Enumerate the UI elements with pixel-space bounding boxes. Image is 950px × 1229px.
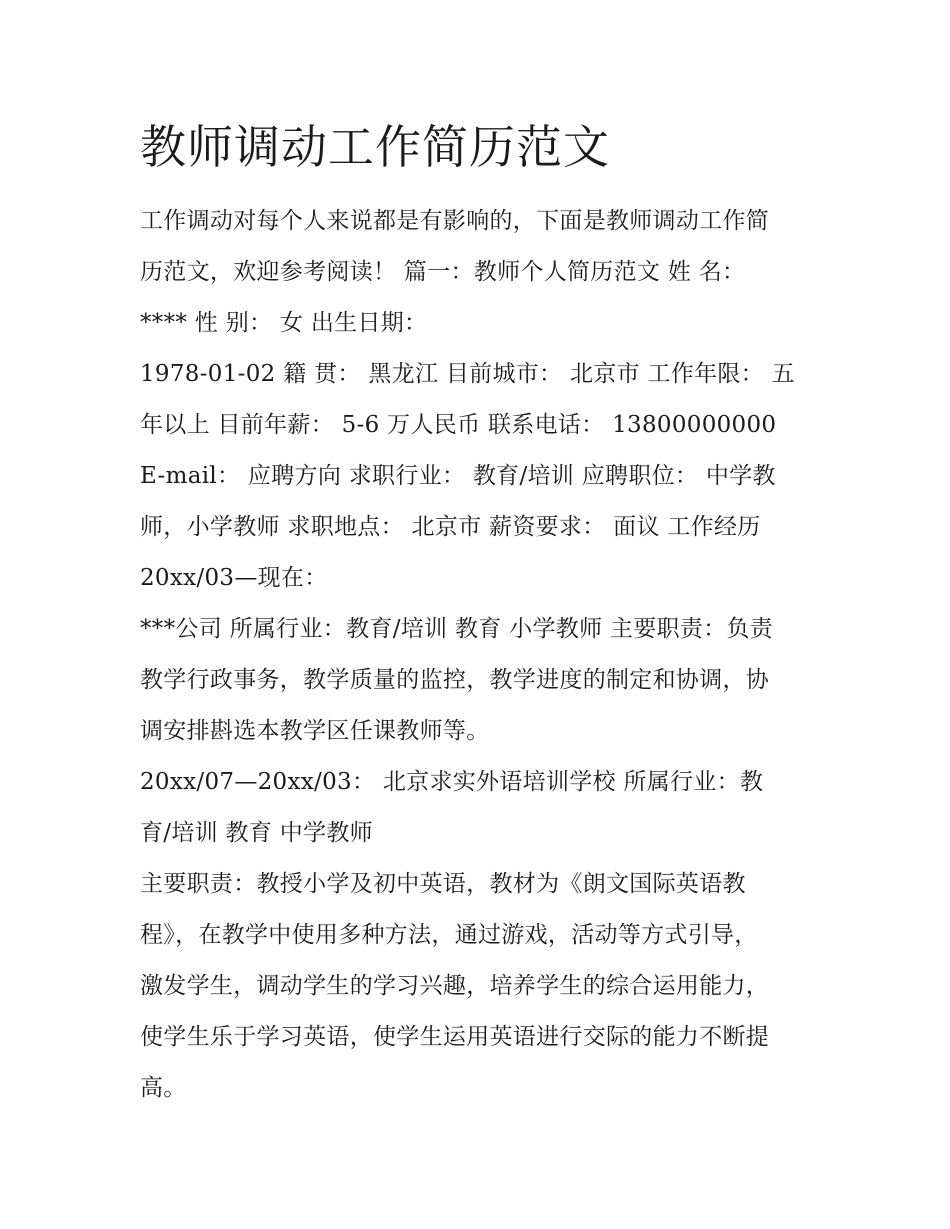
body-line: **** 性 别： 女 出生日期： — [140, 310, 428, 336]
body-line: 师，小学教师 求职地点： 北京市 薪资要求： 面议 工作经历 — [140, 514, 761, 540]
body-line: 1978-01-02 籍 贯： 黑龙江 目前城市： 北京市 工作年限： 五 — [140, 361, 795, 387]
body-line: 历范文，欢迎参考阅读！ 篇一：教师个人简历范文 姓 名： — [140, 259, 746, 285]
body-line: 教学行政事务，教学质量的监控，教学进度的制定和协调，协 — [140, 667, 770, 693]
body-line: 育/培训 教育 中学教师 — [140, 820, 373, 846]
body-line: 程》，在教学中使用多种方法，通过游戏，活动等方式引导， — [140, 922, 758, 948]
body-line: 20xx/07—20xx/03： 北京求实外语培训学校 所属行业：教 — [140, 769, 764, 795]
body-line: 工作调动对每个人来说都是有影响的，下面是教师调动工作简 — [140, 208, 770, 234]
body-line: 20xx/03—现在： — [140, 565, 328, 591]
body-line: 激发学生，调动学生的学习兴趣，培养学生的综合运用能力， — [140, 973, 770, 999]
body-line: 使学生乐于学习英语，使学生运用英语进行交际的能力不断提 — [140, 1024, 770, 1050]
body-line: E-mail： 应聘方向 求职行业： 教育/培训 应聘职位： 中学教 — [140, 463, 776, 489]
body-line: 主要职责：教授小学及初中英语，教材为《朗文国际英语教 — [140, 871, 746, 897]
document-body — [140, 196, 830, 1114]
body-line: 调安排斟选本教学区任课教师等。 — [140, 718, 490, 744]
body-line: 高。 — [140, 1075, 187, 1101]
body-line: 年以上 目前年薪： 5-6 万人民币 联系电话： 13800000000 — [140, 412, 777, 438]
document-title: 教师调动工作简历范文 — [140, 120, 610, 174]
body-line: ***公司 所属行业：教育/培训 教育 小学教师 主要职责：负责 — [140, 616, 774, 642]
